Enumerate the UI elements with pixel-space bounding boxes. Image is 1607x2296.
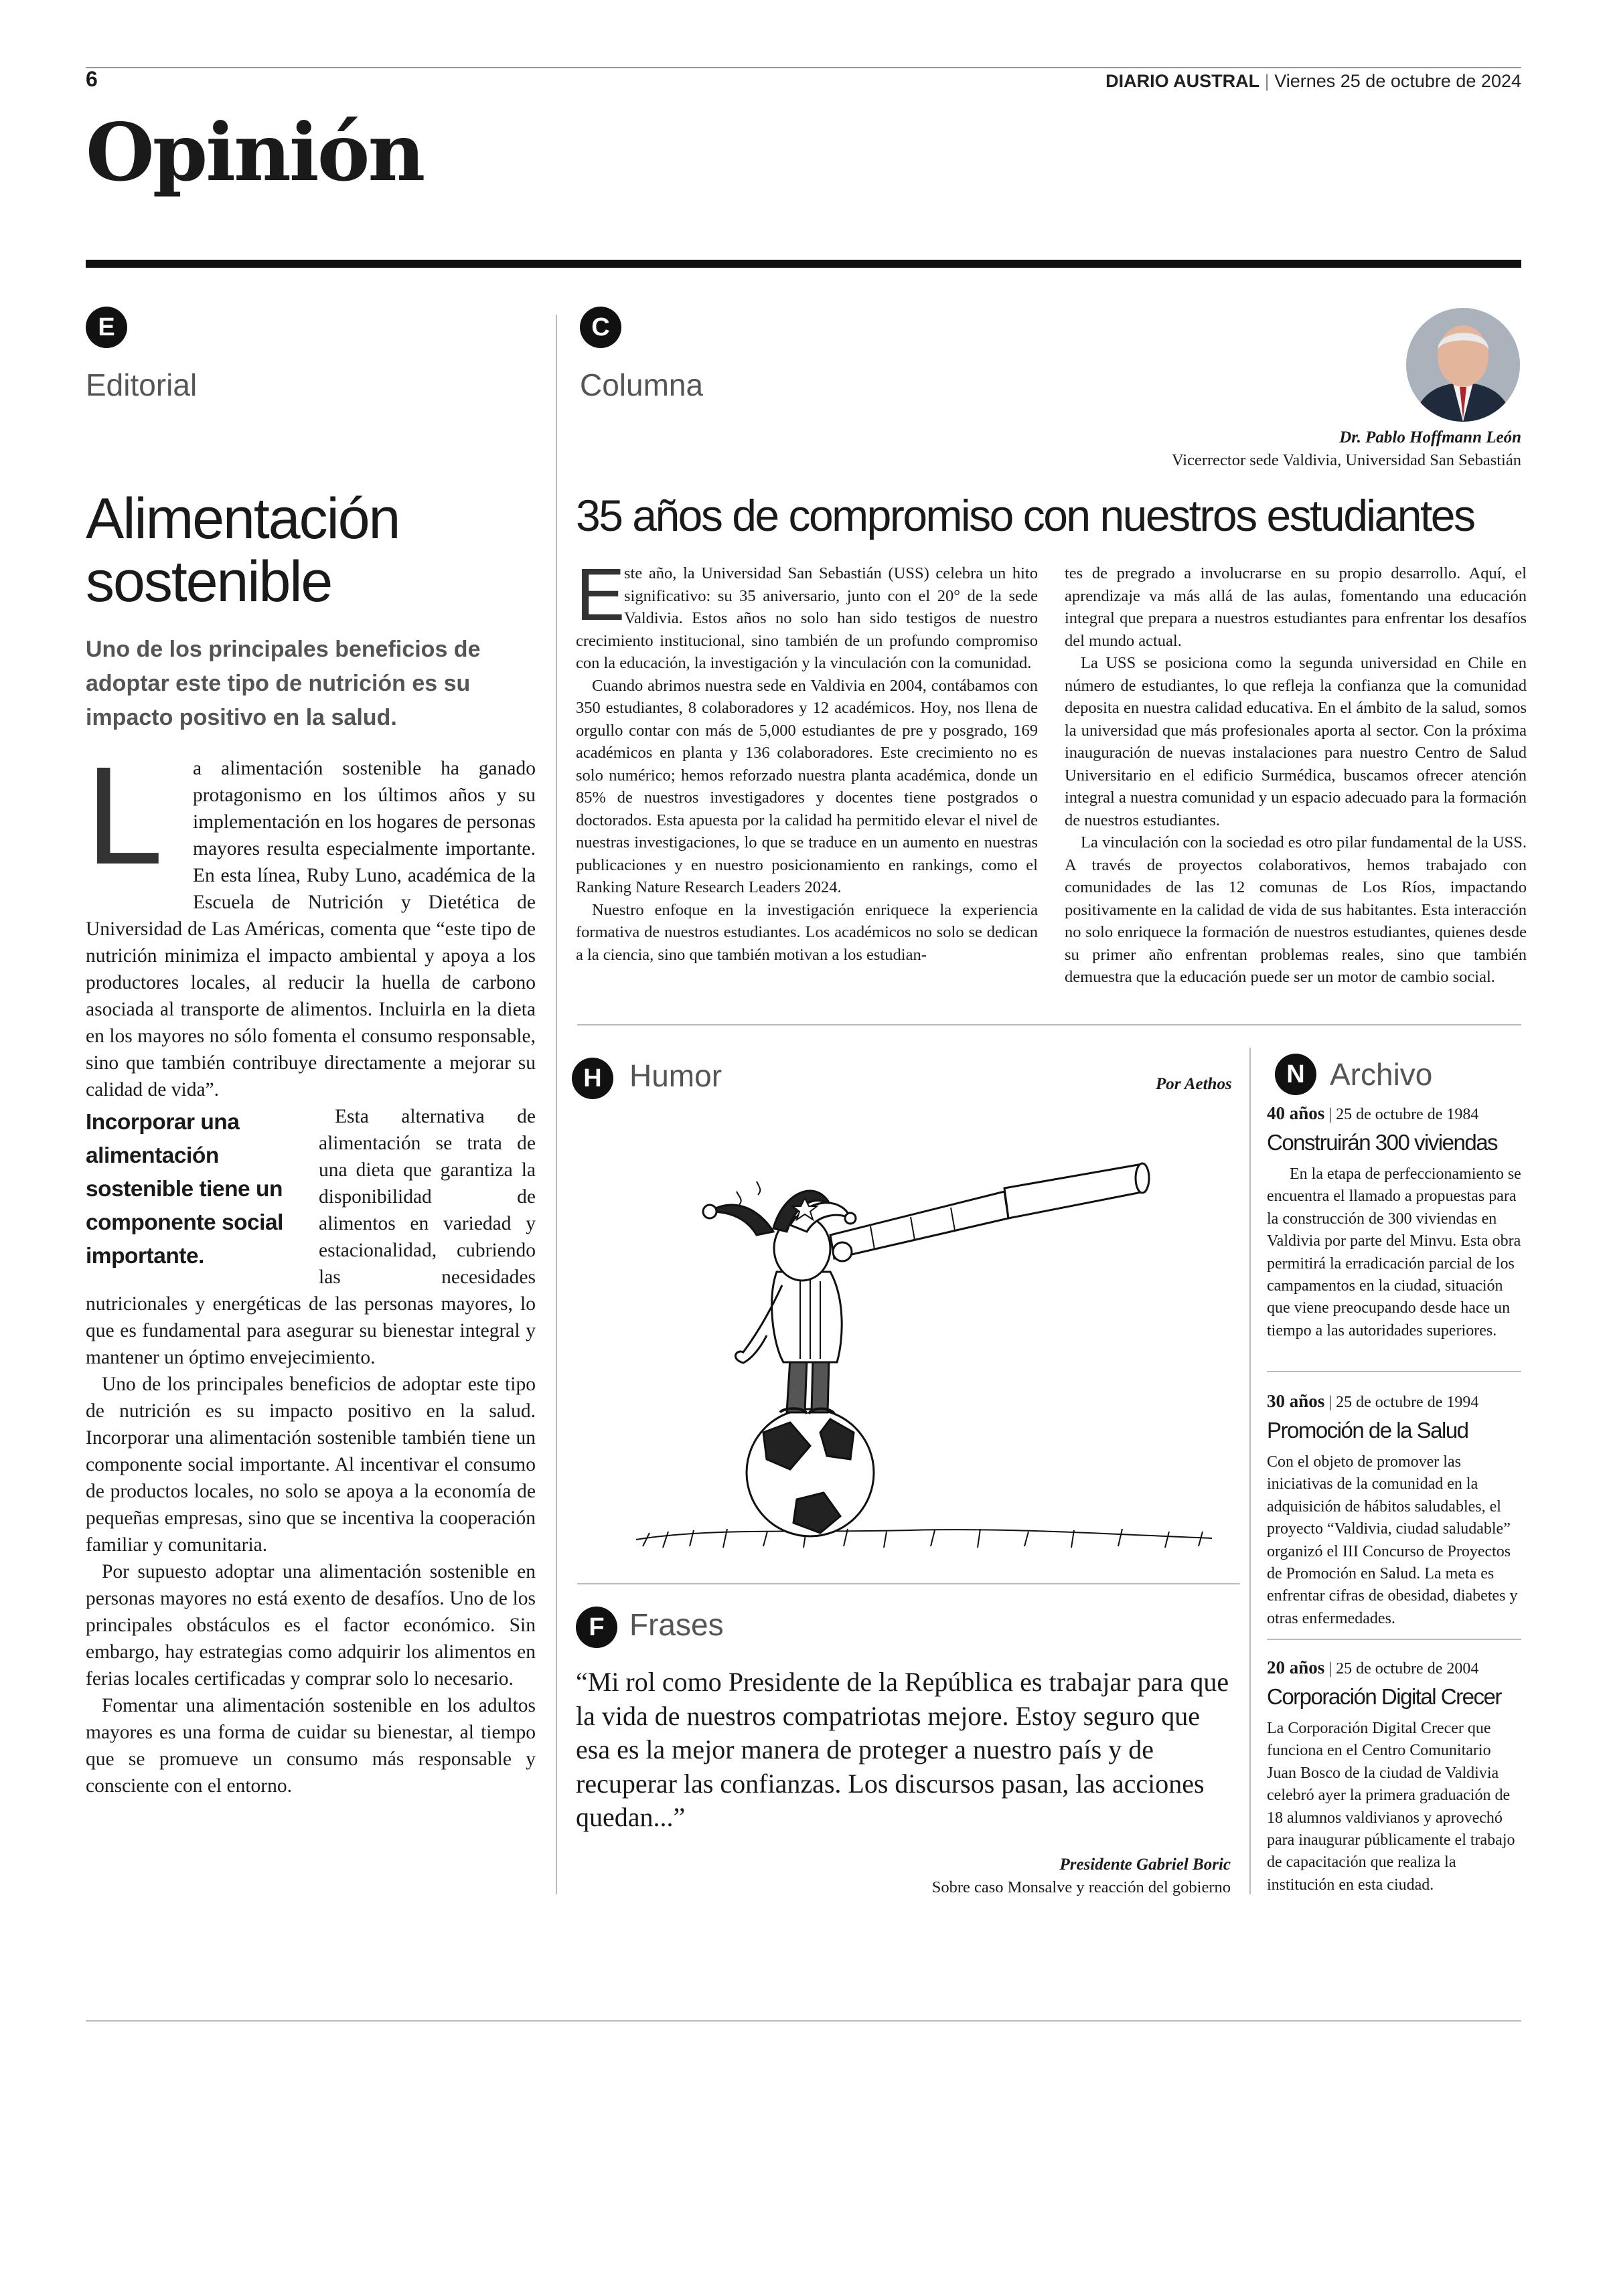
editorial-body	[86, 738, 536, 1799]
humor-kicker: Humor	[629, 1058, 722, 1093]
cartoon-telescope-icon	[629, 1118, 1219, 1566]
editorial-title: Alimentación sostenible	[86, 487, 400, 614]
column-paragraph: Cuando abrimos nuestra sede en Valdivia en 2004, contábamos con 350 estudiantes, 8 colaboradores y 12 académicos. Hoy, nos llena de orgullo contar con más de 5,000 estudiantes de pre y posgrado, 169 académicos en planta y 136 colaboradores. Este crecimiento no es solo numérico; hemos reforzado nuestra planta académica, donde un 85% de nuestros investigadores y docentes tiene postgrados o doctorados. Esta apuesta por la calidad ha permitido elevar el nivel de nuestras investigaciones, lo que se traduce en un aumento en nuestras publicaciones y en nuestro posicionamiento en rankings, como el Ranking Nature Research Leaders 2024.	[576, 676, 1038, 896]
archivo-date: 25 de octubre de 2004	[1336, 1660, 1479, 1677]
editorial-dropcap: L	[86, 738, 163, 894]
archivo-entry	[1267, 1391, 1521, 1630]
newspaper-name: DIARIO AUSTRAL	[1105, 71, 1260, 91]
section-title: Opinión	[86, 106, 424, 199]
column-paragraph: ste año, la Universidad San Sebastián (USS) celebra un hito significativo: su 35 aniversario, junto con el 20° de la sede Valdivia. Estos años no solo han sido testigos de nuestro crecimiento institucional, sino también de un profundo compromiso con la educación, la investigación y la vinculación con la comunidad.	[576, 564, 1038, 672]
archivo-years: 20 años	[1267, 1657, 1325, 1677]
archivo-icon: N	[1275, 1054, 1316, 1095]
archivo-dateline: 40 años | 25 de octubre de 1984	[1267, 1103, 1479, 1123]
column-paragraph: Nuestro enfoque en la investigación enriquece la experiencia formativa de nuestros estudiantes. Los académicos no solo se dedican a la ciencia, sino que también motivan a los estudian-	[576, 900, 1038, 964]
archivo-entry	[1267, 1103, 1521, 1342]
bottom-rule	[86, 2020, 1521, 2022]
frases-kicker: Frases	[629, 1607, 724, 1642]
section-divider	[577, 1024, 1521, 1026]
archivo-text: En la etapa de perfeccionamiento se encuentra el llamado a propuestas para la construcción de 300 viviendas en Valdivia por parte del Minvu. Esta obra permitirá la erradicación parcial de los campamentos en la ciudad, situación que viene preocupando desde hace un tiempo a las autoridades superiores.	[1267, 1165, 1521, 1339]
column-paragraph: tes de pregrado a involucrarse en su propio desarrollo. Aquí, el aprendizaje va más allá de las aulas, fomentando una educación integral que prepara a nuestros estudiantes para enfrentar los desafíos del mundo actual.	[1065, 564, 1527, 650]
column-kicker: Columna	[580, 367, 704, 402]
issue-date: Viernes 25 de octubre de 2024	[1274, 71, 1521, 91]
archivo-text: Con el objeto de promover las iniciativas de la comunidad en la adquisición de hábitos saludables, el proyecto “Valdivia, ciudad saludable” organizó el III Concurso de Proyectos de Promoción en Salud. La meta es enfrentar cifras de obesidad, diabetes y otras enfermedades.	[1267, 1453, 1518, 1627]
column-body-right	[1065, 562, 1527, 989]
column-body-left	[576, 554, 1038, 966]
top-rule	[86, 67, 1521, 68]
editorial-lead: Uno de los principales beneficios de adoptar este tipo de nutrición es su impacto positivo en la salud.	[86, 637, 481, 730]
archivo-headline: Corporación Digital Crecer	[1267, 1684, 1501, 1709]
editorial-paragraph: Fomentar una alimentación sostenible en los adultos mayores es una forma de cuidar su bienestar, al tiempo que se promueve un consumo más responsable y consciente con el entorno.	[86, 1695, 536, 1797]
newspaper-dateline: DIARIO AUSTRAL | Viernes 25 de octubre de 2024	[1105, 71, 1521, 91]
column-title: 35 años de compromiso con nuestros estudiantes	[576, 491, 1474, 540]
archivo-headline: Promoción de la Salud	[1267, 1418, 1468, 1443]
archivo-years: 40 años	[1267, 1103, 1325, 1123]
editorial-icon: E	[86, 307, 127, 348]
editorial-paragraph: Uno de los principales beneficios de adoptar este tipo de nutrición es su impacto positivo en la salud. Incorporar una alimentación sostenible también tiene un componente social importante. Al incentivar el consumo de productos locales, no solo se apoya a la economía de pequeñas empresas, sino que se incentiva la cooperación familiar y comunitaria.	[86, 1374, 536, 1556]
archivo-divider	[1267, 1639, 1521, 1640]
archivo-divider	[1267, 1371, 1521, 1372]
archivo-years: 30 años	[1267, 1391, 1325, 1411]
humor-credit: Por Aethos	[1156, 1075, 1232, 1093]
author-portrait-icon	[1406, 308, 1520, 422]
editorial-pullquote: Incorporar una alimentación sostenible tiene un componente social importante.	[86, 1110, 283, 1268]
author-photo	[1406, 308, 1520, 422]
column-divider	[556, 315, 557, 1894]
frases-author: Presidente Gabriel Boric	[1059, 1856, 1231, 1874]
frases-icon: F	[576, 1607, 617, 1648]
column-author-name: Dr. Pablo Hoffmann León	[1339, 428, 1521, 446]
editorial-paragraph: Por supuesto adoptar una alimentación sostenible en personas mayores no está exento de desafíos. Uno de los principales obstáculos es el factor económico. Sin embargo, hay estrategias como adquirir los alimentos en ferias locales certificadas y comprar solo lo necesario.	[86, 1561, 536, 1690]
archivo-dateline: 20 años | 25 de octubre de 2004	[1267, 1657, 1479, 1677]
humor-icon: H	[572, 1058, 613, 1099]
humor-cartoon	[629, 1118, 1219, 1566]
archivo-dateline: 30 años | 25 de octubre de 1994	[1267, 1391, 1479, 1411]
column-paragraph: La USS se posiciona como la segunda universidad en Chile en número de estudiantes, lo que refleja la confianza que la comunidad deposita en nuestra calidad educativa. En el ámbito de la salud, somos la universidad que más profesionales aporta al sector. Con la próxima inauguración de nuevas instalaciones para nuestro Centro de Salud Universitario en el edificio Surmédica, buscamos ofrecer atención integral a nuestra comunidad y un espacio adecuado para la formación de nuestros estudiantes.	[1065, 654, 1527, 829]
column-paragraph: La vinculación con la sociedad es otro pilar fundamental de la USS. A través de proyectos colaborativos, hemos trabajado con comunidades de las 12 comunas de Los Ríos, impactando positivamente en la calidad de vida de sus habitantes. Esta interacción no solo enriquece la formación de nuestros estudiantes, quienes desde su primer año enfrentan problemas reales, sino que también demuestra que la educación puede ser un motor de cambio social.	[1065, 833, 1527, 986]
page-number: 6	[86, 67, 98, 91]
editorial-paragraph: Esta alternativa de alimentación se trata de una dieta que garantiza la disponibilidad de alimentos en variedad y estacionalidad, cubriendo las necesidades nutricionales y energéticas de las personas mayores, lo que es fundamental para asegurar su bienestar integral y mantener un óptimo envejecimiento.	[86, 1106, 536, 1368]
column-divider	[1249, 1048, 1251, 1894]
editorial-kicker: Editorial	[86, 367, 198, 402]
column-dropcap: E	[576, 554, 625, 636]
archivo-kicker: Archivo	[1330, 1057, 1433, 1092]
archivo-date: 25 de octubre de 1994	[1336, 1394, 1479, 1411]
section-divider	[577, 1583, 1240, 1584]
frases-context: Sobre caso Monsalve y reacción del gobierno	[931, 1878, 1231, 1896]
column-author-title: Vicerrector sede Valdivia, Universidad San Sebastián	[1172, 451, 1521, 469]
editorial-paragraph: a alimentación sostenible ha ganado protagonismo en los últimos años y su implementación en los hogares de personas mayores resulta especialmente importante. En esta línea, Ruby Luno, académica de la Escuela de Nutrición y Dietética de Universidad de Las Américas, comenta que “este tipo de nutrición minimiza el impacto ambiental y apoya a los productores locales, al reducir la huella de carbono asociada al transporte de alimentos. Incluirla en la dieta en los mayores no sólo fomenta el consumo responsable, sino que también contribuye directamente a mejorar su calidad de vida”.	[86, 758, 536, 1100]
archivo-headline: Construirán 300 viviendas	[1267, 1130, 1498, 1155]
archivo-text: La Corporación Digital Crecer que funciona en el Centro Comunitario Juan Bosco de la ciudad de Valdivia celebró ayer la primera graduación de 18 alumnos valdivianos y aprovechó para inaugurar públicamente el trabajo de capacitación que realiza la institución en esta ciudad.	[1267, 1720, 1515, 1894]
archivo-date: 25 de octubre de 1984	[1336, 1106, 1479, 1123]
frases-quote: “Mi rol como Presidente de la República es trabajar para que la vida de nuestros compatriotas mejore. Estoy seguro que esa es la mejor manera de proteger a nuestro país y de recuperar las confianzas. Los discursos pasan, las acciones quedan...”	[576, 1667, 1229, 1832]
archivo-entry	[1267, 1657, 1521, 1896]
section-rule	[86, 260, 1521, 268]
column-icon: C	[580, 307, 621, 348]
